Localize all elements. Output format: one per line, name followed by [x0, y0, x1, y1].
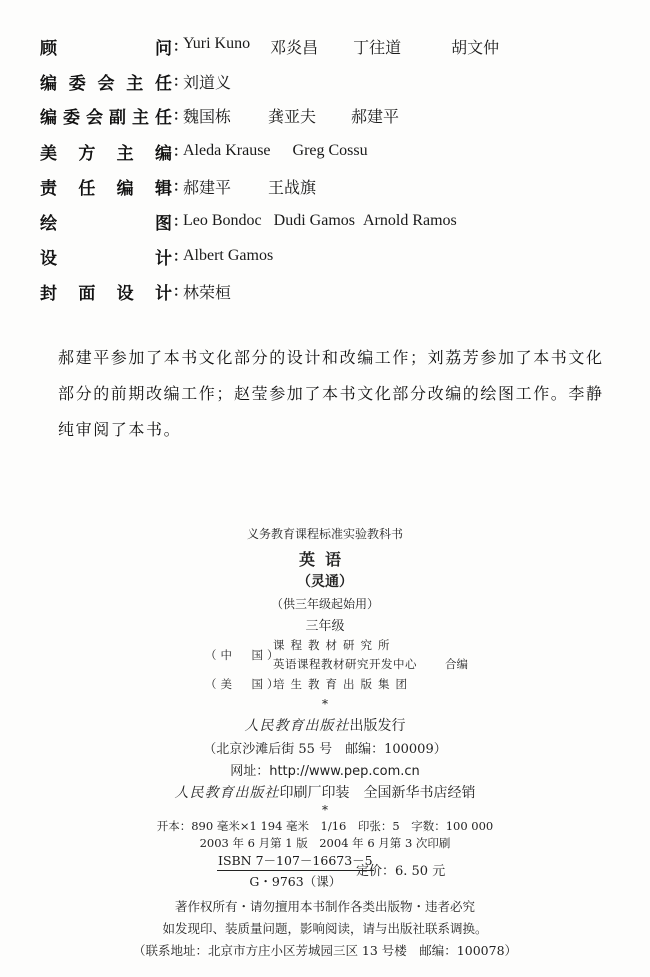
credit-names — [183, 247, 273, 265]
credit-name: Dudi Gamos — [273, 212, 355, 229]
credit-row — [40, 139, 368, 163]
publisher-address: （北京沙滩后街 55 号 邮编：100009） — [203, 742, 447, 757]
contribution-note: 郝建平参加了本书文化部分的设计和改编工作；刘荔芳参加了本书文化部分的前期改编工作；赵莹参加了本书文化部分改编的绘图工作。李静纯审阅了本书。 — [58, 348, 604, 439]
credit-name: 胡文仲 — [451, 39, 500, 57]
credit-names — [183, 142, 368, 160]
credit-name: 刘道义 — [183, 74, 232, 92]
website-line — [0, 760, 650, 779]
colon: ： — [173, 144, 187, 160]
grade-label: 三年级 — [305, 619, 345, 634]
publisher-line — [0, 715, 650, 735]
credit-name: Yuri Kuno — [183, 34, 251, 52]
credit-name: 王战旗 — [268, 179, 317, 197]
website-link[interactable]: http://www.pep.com.cn — [269, 764, 420, 779]
separator-star-2: * — [322, 803, 328, 817]
credit-name: 龚亚夫 — [268, 108, 317, 126]
series-title: 义务教育课程标准实验教科书 — [246, 527, 403, 541]
usage-note: （供三年级起始用） — [270, 597, 379, 611]
credit-role: 设 计 — [40, 248, 172, 269]
price: 定价：6. 50 元 — [356, 864, 446, 879]
colon: ： — [173, 249, 187, 265]
credit-name: 郝建平 — [183, 179, 232, 197]
credit-row — [40, 244, 273, 268]
book-subtitle: （灵通） — [297, 574, 353, 590]
credit-name: Albert Gamos — [183, 247, 274, 264]
credit-row — [40, 209, 457, 233]
credit-names — [183, 70, 231, 93]
joint-edit-label: 合编 — [445, 657, 468, 671]
book-title: 英语 — [298, 550, 351, 569]
isbn-block — [217, 851, 374, 890]
colon: ： — [173, 179, 187, 195]
printer-suffix: 印刷厂印装 全国新华书店经销 — [279, 785, 476, 801]
credit-name: 邓炎昌 — [270, 39, 319, 57]
credit-names — [183, 212, 457, 230]
credit-names — [183, 35, 499, 58]
credit-name: Greg Cossu — [292, 142, 368, 159]
credit-name: Aleda Krause — [183, 142, 271, 159]
credit-name: Arnold Ramos — [362, 212, 457, 229]
credit-row — [40, 103, 399, 127]
publisher-logo-text: 人民教育出版社 — [244, 718, 350, 734]
usa-org: 培生教育出版集团 — [273, 677, 413, 691]
colon: ： — [173, 108, 187, 124]
publisher-suffix: 出版发行 — [349, 718, 406, 734]
credit-names — [183, 280, 231, 303]
separator-star: * — [322, 697, 328, 711]
credit-role: 顾 问 — [40, 38, 172, 59]
credit-role: 封 面 设 计 — [40, 283, 172, 304]
china-org-1: 课程教材研究所 — [273, 638, 396, 652]
credit-row — [40, 279, 231, 303]
credit-role: 编 委 会 副 主 任 — [40, 107, 172, 128]
credit-role: 绘 图 — [40, 213, 172, 234]
credit-names — [183, 175, 316, 198]
contact-address: （联系地址：北京市方庄小区芳城园三区 13 号楼 邮编：100078） — [132, 943, 518, 958]
class-code: G・9763（课） — [249, 874, 342, 889]
website-label: 网址： — [230, 764, 270, 779]
copyright-notice: 著作权所有・请勿擅用本书制作各类出版物・违者必究 — [174, 899, 475, 914]
china-label: （中 国） — [205, 648, 283, 662]
colon: ： — [173, 214, 187, 230]
credit-row — [40, 34, 499, 58]
format-spec: 开本：890 毫米×1 194 毫米 1/16 印张：5 字数：100 000 — [156, 819, 494, 833]
quality-notice: 如发现印、装质量问题，影响阅读，请与出版社联系调换。 — [162, 921, 488, 936]
credit-name: 郝建平 — [351, 108, 400, 126]
isbn-number: ISBN 7－107－16673－5 — [217, 851, 374, 871]
credit-name: Leo Bondoc — [183, 212, 262, 229]
credit-role: 责 任 编 辑 — [40, 178, 172, 199]
usa-label: （美 国） — [205, 677, 283, 691]
china-org-2: 英语课程教材研究开发中心 — [273, 657, 417, 671]
credit-names — [183, 104, 399, 127]
credit-name: 丁往道 — [353, 39, 402, 57]
printer-line — [0, 782, 650, 802]
credit-row — [40, 174, 316, 198]
printer-logo-text: 人民教育出版社 — [174, 785, 280, 801]
credit-role: 美 方 主 编 — [40, 143, 172, 164]
credit-role: 编 委 会 主 任 — [40, 73, 172, 94]
colon: ： — [173, 74, 187, 90]
credit-name: 魏国栋 — [183, 108, 232, 126]
credit-row — [40, 69, 231, 93]
colon: ： — [173, 284, 187, 300]
colon: ： — [173, 39, 187, 55]
credit-name: 林荣桓 — [183, 284, 232, 302]
edition-line: 2003 年 6 月第 1 版 2004 年 6 月第 3 次印刷 — [199, 836, 451, 850]
